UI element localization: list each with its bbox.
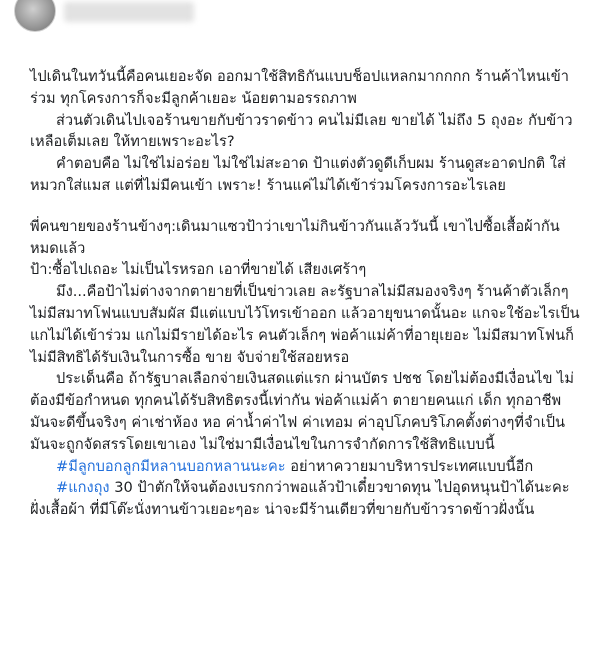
- post-body: [30, 66, 580, 521]
- hashtag-paragraph: [30, 477, 580, 521]
- post-header: [0, 0, 589, 52]
- author-avatar[interactable]: [14, 0, 56, 32]
- hashtag-paragraph-text: อย่าหาควายมาบริหารประเทศแบบนี้อีก: [285, 457, 534, 475]
- hashtag-link[interactable]: #มีลูกบอกลูกมีหลานบอกหลานนะคะ: [56, 457, 286, 475]
- post-paragraph: ไปเดินในทวันนี้คือคนเยอะจัด ออกมาใช้สิทธิกันแบบช็อปแหลกมากกกก ร้านค้าไหนเข้าร่วม ทุกโครงการก็จะมีลูกค้าเยอะ น้อยตามอรรถภาพ: [30, 68, 569, 107]
- post-paragraph: มึง...คือป้าไม่ต่างจากตายายที่เป็นข่าวเลย ละรัฐบาลไม่มีสมองจริงๆ ร้านค้าตัวเล็กๆ ไม่มีสมาทโฟนแบบสัมผัส มีแต่แบบไว้โทรเข้าออก แล้วอายุขนาดนั้นอะ แกจะใช้อะไรเป็น แกไม่ได้เข้าร่วม แกไม่มีรายได้อะไร คนตัวเล็กๆ พ่อค้าแม่ค้าที่อายุเยอะ ไม่มีสมาทโฟนก็ไม่มีสิทธิได้รับเงินในการซื้อ ขาย จับจ่ายใช้สอยหรอ: [30, 283, 580, 366]
- post-paragraph: ป้า:ซื้อไปเถอะ ไม่เป็นไรหรอก เอาที่ขายได้ เสียงเศร้าๆ: [30, 261, 367, 279]
- hashtag-paragraph: [30, 456, 580, 478]
- post-paragraph: คำตอบคือ ไม่ใช่ไม่อร่อย ไม่ใช่ไม่สะอาด ป้าแต่งตัวดูดีเก็บผม ร้านดูสะอาดปกติ ใส่หมวกใส่แมส แต่ที่ไม่มีคนเข้า เพราะ! ร้านแค่ไม่ได้เข้าร่วมโครงการอะไรเลย: [30, 155, 566, 194]
- post-paragraph: พี่คนขายของร้านข้างๆ:เดินมาแซวป้าว่าเขาไม่กินข้าวกันแล้ววันนี้ เขาไปซื้อเสื้อผ้ากันหมดแล้ว: [30, 217, 560, 257]
- author-name[interactable]: [64, 2, 194, 22]
- hashtag-link[interactable]: #แกงถุง: [56, 479, 110, 497]
- hashtag-paragraph-text: 30 ป้าตักให้จนต้องเบรกกว่าพอแล้วป้าเดี๋ยวขาดทุน ไปอุดหนุนป้าได้นะคะ ฝั่งเสื้อผ้า ที่มีโต๊ะนั่งทานข้าวเยอะๆอะ น่าจะมีร้านเดียวที่ขายกับข้าวราดข้าวฝั่งนั้น: [30, 479, 570, 519]
- post-paragraph: ส่วนตัวเดินไปเจอร้านขายกับข้าวราดข้าว คนไม่มีเลย ขายได้ ไม่ถึง 5 ถุงอะ กับข้าวเหลือเต็มเลย ให้ทายเพราะอะไร?: [30, 111, 573, 151]
- post-paragraph: ประเด็นคือ ถ้ารัฐบาลเลือกจ่ายเงินสดแต่แรก ผ่านบัตร ปชช โดยไม่ต้องมีเงื่อนไข ไม่ต้องมีข้อกำหนด ทุกคนได้รับสิทธิตรงนี้เท่ากัน พ่อค้าแม่ค้า ตายายคนแก่ เด็ก ทุกอาชีพมันจะดีขึ้นจริงๆ ค่าเช่าห้อง หอ ค่าน้ำค่าไฟ ค่าเทอม ค่าอุปโภคบริโภคตั้งต่างๆที่จำเป็นมันจะถูกจัดสรรโดยเขาเอง ไม่ใช่มามีเงื่อนไขในการจำกัดการใช้สิทธิแบบนี้: [30, 370, 575, 453]
